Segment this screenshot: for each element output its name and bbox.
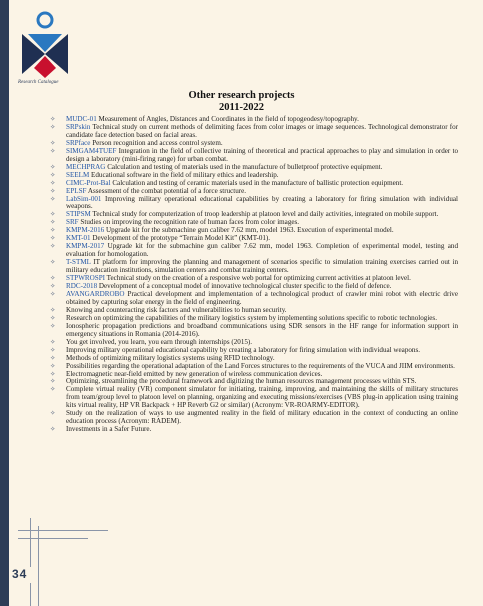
catalogue-label: Research Catalogue — [18, 80, 59, 85]
project-code: SRPskin — [66, 122, 91, 131]
project-description: Upgrade kit for the submachine gun caliber 7.62 mm, model 1963. Completion of experimental model, testing and evaluation for homologation. — [66, 242, 458, 259]
project-description: Educational software in the field of military ethics and leadership. — [89, 170, 279, 179]
project-description: Improving military operational educational capabilities by creating a laboratory for firing simulation with individual weapons. — [66, 194, 458, 211]
project-description: Development of a conceptual model of innovative technological cluster specific to the field of defence. — [97, 282, 392, 291]
page-subtitle-years: 2011-2022 — [219, 102, 264, 113]
project-description: Electromagnetic near-field emitted by new generation of wireless communication devices. — [66, 369, 323, 378]
project-code: KMPM-2017 — [66, 242, 105, 251]
diamond-bullet-icon: ✧ — [50, 139, 56, 147]
diamond-bullet-icon: ✧ — [50, 195, 56, 203]
diamond-bullet-icon: ✧ — [50, 147, 56, 155]
diamond-bullet-icon: ✧ — [50, 354, 56, 362]
project-code: CIMC-Prot-Bal — [66, 178, 111, 187]
diamond-bullet-icon: ✧ — [50, 116, 56, 123]
project-code: SIMGAM4TUEF — [66, 146, 117, 155]
project-description: Technical study on current methods of delimiting faces from color images or image sequences. Technological demonstrator for candidate face detection based on facial areas. — [66, 122, 458, 139]
list-item — [50, 124, 458, 140]
project-description: Studies on improving the recognition rate of human faces from color images. — [78, 218, 300, 227]
diamond-bullet-icon: ✧ — [50, 123, 56, 131]
diamond-bullet-icon: ✧ — [50, 211, 56, 219]
diamond-bullet-icon: ✧ — [50, 346, 56, 354]
project-description: Calculation and testing of materials used in the manufacture of bulletproof protective equipment. — [105, 162, 383, 171]
diamond-bullet-icon: ✧ — [50, 370, 56, 378]
project-description: Investments in a Safer Future. — [66, 425, 152, 434]
project-code: KMT-01 — [66, 234, 91, 243]
project-description: Optimizing, streamlining the procedural framework and digitizing the human resources management processes within STS. — [66, 377, 417, 386]
project-description: Assessment of the combat potential of a force structure. — [86, 186, 247, 195]
project-description: Integration in the field of collective training of theoretical and practical approaches to play and simulation in order to design a laboratory (mini-firing range) for urban combat. — [66, 146, 458, 163]
project-code: STIPSM — [66, 210, 91, 219]
diamond-bullet-icon: ✧ — [50, 243, 56, 251]
project-description: Research on optimizing the capabilities of the military logistics system by implementing solutions specific to robotic technologies. — [66, 313, 437, 322]
project-code: EPLSF — [66, 186, 87, 195]
diamond-bullet-icon: ✧ — [50, 275, 56, 283]
project-description: Practical development and implementation of a technological product of crawler mini robot with electric drive obtained by capturing solar energy in the field of engineering. — [66, 289, 458, 306]
project-code: SRPface — [66, 138, 91, 147]
list-item — [50, 426, 458, 434]
list-item — [50, 196, 458, 212]
project-description: Upgrade kit for the submachine gun caliber 7.62 mm, model 1963. Execution of experimental model. — [104, 226, 394, 235]
project-code: MUDC-01 — [66, 115, 97, 123]
project-code: MECHPRAG — [66, 162, 106, 171]
project-code: T-STML — [66, 258, 91, 267]
corner-rule — [18, 530, 108, 531]
diamond-bullet-icon: ✧ — [50, 227, 56, 235]
diamond-bullet-icon: ✧ — [50, 259, 56, 267]
project-description: Technical study on the creation of a responsive web portal for optimizing current activities at platoon level. — [105, 274, 411, 283]
list-item — [50, 323, 458, 339]
project-code: LabSim-001 — [66, 194, 102, 203]
diamond-bullet-icon: ✧ — [50, 179, 56, 187]
diamond-bullet-icon: ✧ — [50, 426, 56, 434]
project-description: Study on the realization of ways to use augmented reality in the field of military education in the context of conducting an online education process (Acronym: RADEM). — [66, 409, 458, 426]
diamond-bullet-icon: ✧ — [50, 187, 56, 195]
diamond-bullet-icon: ✧ — [50, 235, 56, 243]
project-description: Methods of optimizing military logistics systems using RFID technology. — [66, 353, 275, 362]
project-description: Ionospheric propagation predictions and broadband communications using SDR sensors in the HF range for information support in emergency situations in Romania (2014-2016). — [66, 321, 458, 338]
project-code: KMPM-2016 — [66, 226, 105, 235]
project-description: Possibilities regarding the operational adaptation of the Land Forces structures to the requirements of the VUCA and JIIM environments. — [66, 361, 455, 370]
diamond-bullet-icon: ✧ — [50, 283, 56, 291]
project-code: SEELM — [66, 170, 90, 179]
diamond-bullet-icon: ✧ — [50, 338, 56, 346]
diamond-bullet-icon: ✧ — [50, 322, 56, 330]
diamond-bullet-icon: ✧ — [50, 290, 56, 298]
list-item — [50, 410, 458, 426]
diamond-bullet-icon: ✧ — [50, 171, 56, 179]
list-item — [50, 291, 458, 307]
project-code: AVANGARDROBO — [66, 289, 125, 298]
project-description: Measurement of Angles, Distances and Coordinates in the field of topogeodesy/topography. — [96, 115, 359, 123]
project-description: Development of the prototype “Terrain Model Kit” (KMT-01). — [90, 234, 271, 243]
project-description: Calculation and testing of ceramic materials used in the manufacture of ballistic protection equipment. — [110, 178, 404, 187]
page-title: Other research projects — [188, 90, 295, 101]
diamond-bullet-icon: ✧ — [50, 314, 56, 322]
list-item — [50, 243, 458, 259]
diamond-bullet-icon: ✧ — [50, 219, 56, 227]
corner-rule — [18, 538, 88, 539]
diamond-bullet-icon: ✧ — [50, 410, 56, 418]
diamond-bullet-icon: ✧ — [50, 163, 56, 171]
projects-list — [50, 116, 458, 434]
project-description: Knowing and counteracting risk factors and vulnerabilities to human security. — [66, 305, 287, 314]
project-code: STPWROSPI — [66, 274, 106, 283]
list-item — [50, 148, 458, 164]
project-description: Technical study for computerization of troop leadership at platoon level and daily activities, integrated on mobile support. — [90, 210, 439, 219]
corner-rule — [30, 518, 31, 606]
diamond-bullet-icon: ✧ — [50, 306, 56, 314]
list-item — [50, 386, 458, 410]
project-description: Improving military operational educational capability by creating a laboratory for firing simulation with individual weapons. — [66, 345, 420, 354]
page-number: 34 — [12, 567, 38, 583]
project-code: RDC-2018 — [66, 282, 98, 291]
project-description: Person recognition and access control system. — [90, 138, 223, 147]
diamond-bullet-icon: ✧ — [50, 378, 56, 386]
corner-rule — [38, 526, 39, 606]
project-description: Complete virtual reality (VR) component simulator for initiating, training, improving, and maintaining the skills of military structures from team/group level to platoon level on planning, organizing and executing missions/exercises (VBS plug-in application using training kits virtual reality, HP VR Backpack + HP Reverb G2 or similar) (Acronym: VR-ROARMY-EDITOR). — [66, 385, 458, 410]
catalogue-logo — [14, 4, 76, 80]
project-description: IT platform for improving the planning and management of scenarios specific to simulation training exercises carried out in military education institutions, simulation centers and combat training centers. — [66, 258, 458, 275]
list-item — [50, 259, 458, 275]
project-code: SRF — [66, 218, 79, 227]
project-description: You get involved, you learn, you earn through internships (2015). — [66, 337, 253, 346]
diamond-bullet-icon: ✧ — [50, 386, 56, 394]
diamond-bullet-icon: ✧ — [50, 362, 56, 370]
